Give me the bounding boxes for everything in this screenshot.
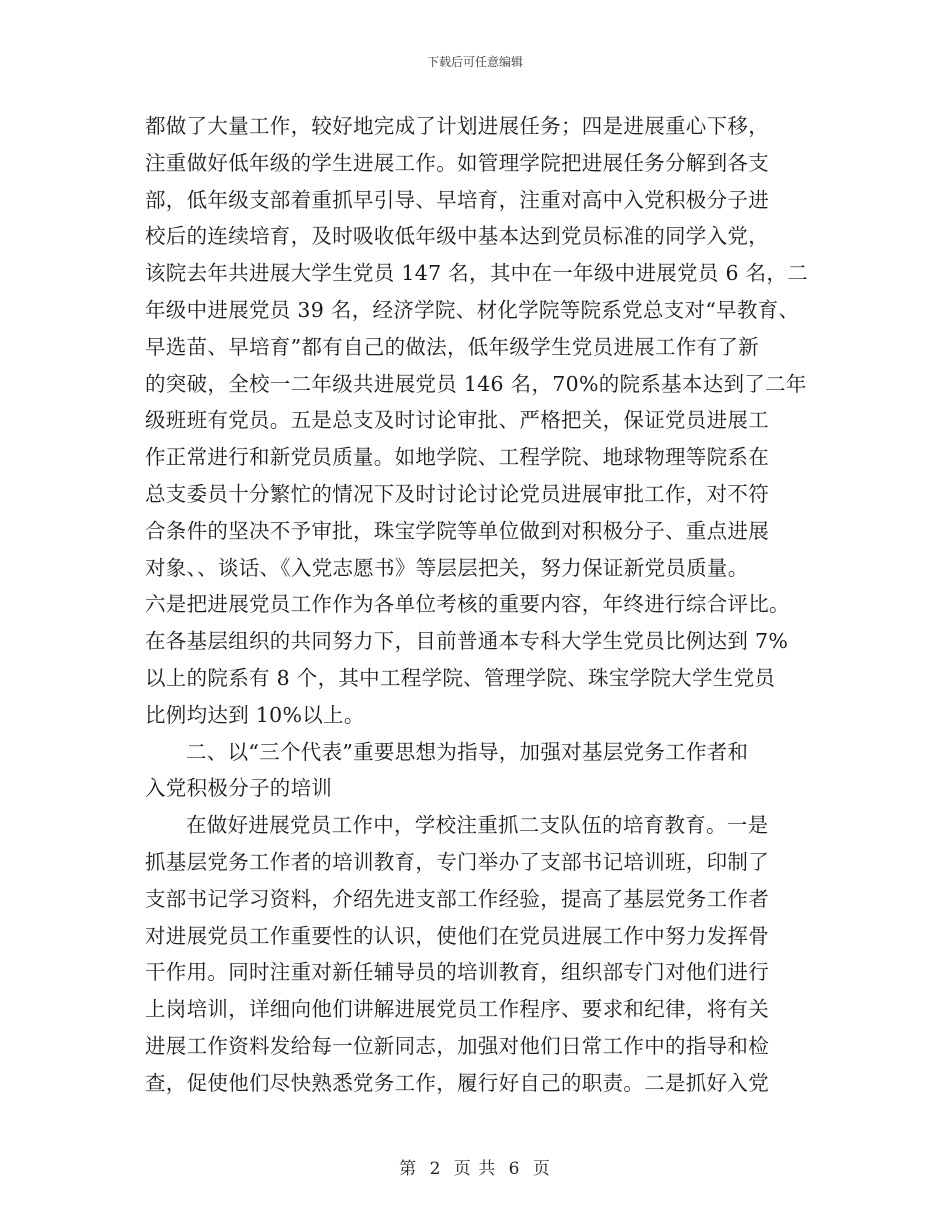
text-line: 以上的院系有 8 个，其中工程学院、管理学院、珠宝学院大学生党员 <box>145 665 776 690</box>
text-line: 级班班有党员。五是总支及时讨论审批、严格把关，保证党员进展工 <box>145 408 769 433</box>
text-line: 在做好进展党员工作中，学校注重抓二支队伍的培育教育。一是 <box>186 813 769 838</box>
total-pages-number: 6 <box>508 1159 521 1179</box>
text-line: 比例均达到 10%以上。 <box>145 702 365 727</box>
text-line: 早选苗、早培育”都有自己的做法，低年级学生党员进展工作有了新 <box>145 334 759 359</box>
page-header-note: 下载后可任意编辑 <box>426 55 523 69</box>
text-line: 部，低年级支部着重抓早引导、早培育，注重对高中入党积极分子进 <box>145 187 769 212</box>
footer-prefix: 第 <box>399 1159 418 1179</box>
current-page-number: 2 <box>429 1159 442 1179</box>
text-line: 支部书记学习资料，介绍先进支部工作经验，提高了基层党务工作者 <box>145 886 769 911</box>
page-footer <box>0 1154 950 1179</box>
text-line: 该院去年共进展大学生党员 147 名，其中在一年级中进展党员 6 名，二 <box>145 261 809 286</box>
text-line: 合条件的坚决不予审批，珠宝学院等单位做到对积极分子、重点进展 <box>145 518 769 543</box>
section-heading-line: 二、以“三个代表”重要思想为指导，加强对基层党务工作者和 <box>186 739 749 764</box>
text-line: 作正常进行和新党员质量。如地学院、工程学院、地球物理等院系在 <box>145 445 769 470</box>
text-line: 上岗培训，详细向他们讲解进展党员工作程序、要求和纪律，将有关 <box>145 997 769 1022</box>
text-line: 干作用。同时注重对新任辅导员的培训教育，组织部专门对他们进行 <box>145 960 769 985</box>
text-line: 六是把进展党员工作作为各单位考核的重要内容，年终进行综合评比。 <box>145 592 790 617</box>
text-line: 对象、、谈话、《入党志愿书》等层层把关，努力保证新党员质量。 <box>145 555 749 580</box>
text-line: 进展工作资料发给每一位新同志，加强对他们日常工作中的指导和检 <box>145 1033 769 1058</box>
footer-suffix: 页 <box>532 1159 551 1179</box>
text-line: 抓基层党务工作者的培训教育，专门举办了支部书记培训班，印制了 <box>145 849 769 874</box>
text-line: 年级中进展党员 39 名，经济学院、材化学院等院系党总支对“早教育、 <box>145 297 800 322</box>
section-heading-line: 入党积极分子的培训 <box>145 776 333 801</box>
text-line: 都做了大量工作，较好地完成了计划进展任务；四是进展重心下移， <box>145 114 769 138</box>
text-line: 注重做好低年级的学生进展工作。如管理学院把进展任务分解到各支 <box>145 150 769 175</box>
text-line: 总支委员十分繁忙的情况下及时讨论讨论党员进展审批工作，对不符 <box>145 481 769 506</box>
text-line: 校后的连续培育，及时吸收低年级中基本达到党员标准的同学入党， <box>145 224 769 249</box>
text-line: 对进展党员工作重要性的认识，使他们在党员进展工作中努力发挥骨 <box>145 923 769 948</box>
document-body <box>145 108 825 1102</box>
footer-middle: 页 共 <box>453 1159 497 1179</box>
text-line: 的突破，全校一二年级共进展党员 146 名，70%的院系基本达到了二年 <box>145 371 807 396</box>
text-line: 查，促使他们尽快熟悉党务工作，履行好自己的职责。二是抓好入党 <box>145 1070 769 1095</box>
text-line: 在各基层组织的共同努力下，目前普通本专科大学生党员比例达到 7% <box>145 629 789 654</box>
